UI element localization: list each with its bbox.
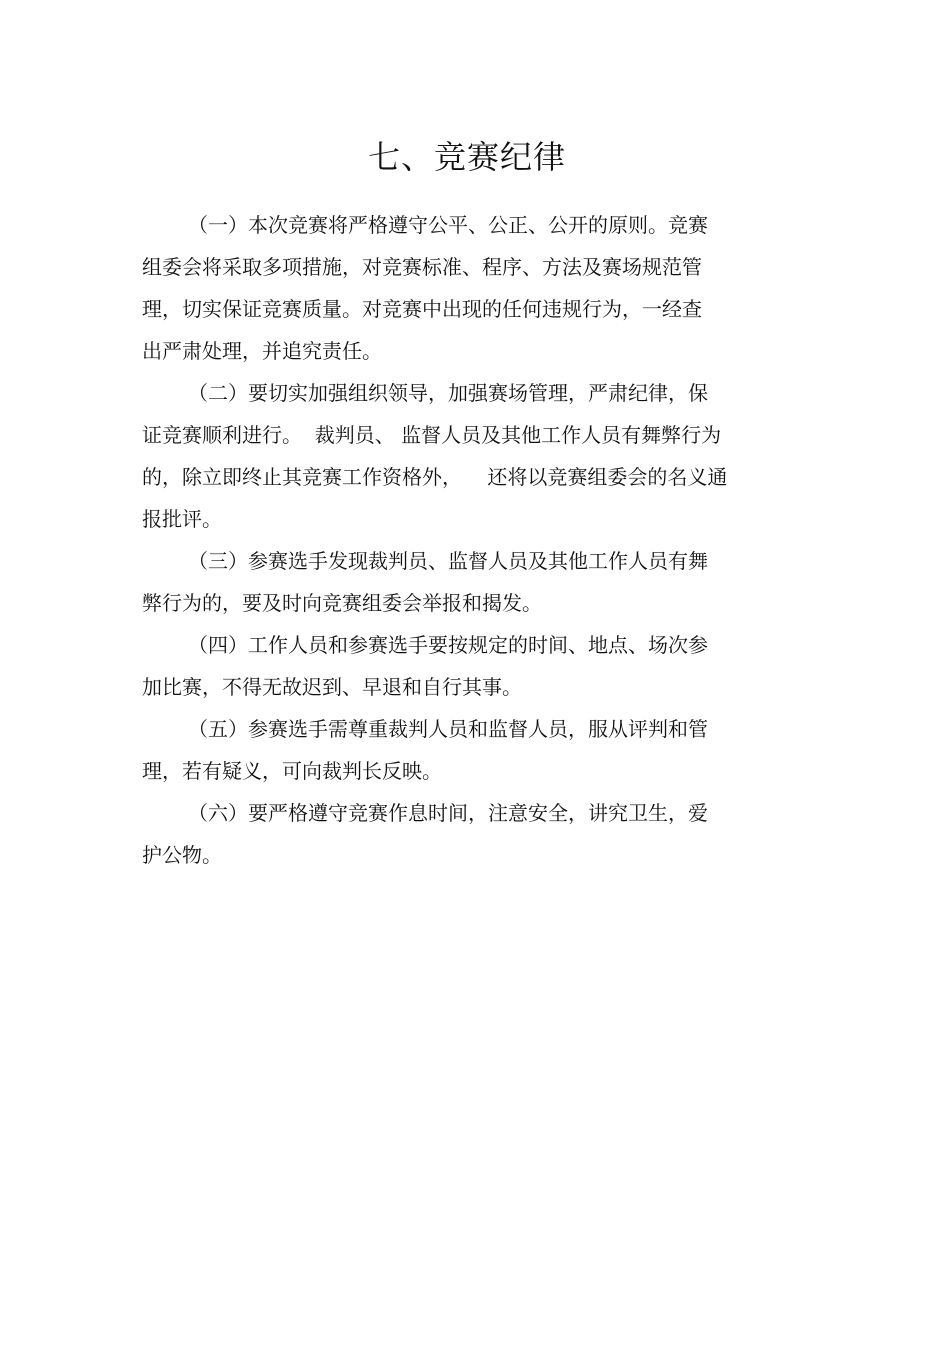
paragraph-line: 弊行为的，要及时向竞赛组委会举报和揭发。 [142, 591, 542, 615]
paragraph-line: 组委会将采取多项措施，对竞赛标准、程序、方法及赛场规范管 [142, 255, 702, 279]
document-body [142, 204, 782, 876]
paragraph-line: 加比赛，不得无故迟到、早退和自行其事。 [142, 675, 522, 699]
paragraph-line: 出严肃处理，并追究责任。 [142, 339, 382, 363]
page-title: 七、竞赛纪律 [367, 138, 566, 177]
paragraph-line: 理，若有疑义，可向裁判长反映。 [142, 759, 442, 783]
paragraph-line: 护公物。 [142, 843, 222, 867]
paragraph-line: （四）工作人员和参赛选手要按规定的时间、地点、场次参 [188, 633, 708, 657]
paragraph-line: 证竞赛顺利进行。 裁判员、 监督人员及其他工作人员有舞弊行为 [142, 423, 722, 447]
paragraph-line: （一）本次竞赛将严格遵守公平、公正、公开的原则。竞赛 [188, 213, 708, 237]
paragraph-line: 报批评。 [142, 507, 222, 531]
paragraph-line: （三）参赛选手发现裁判员、监督人员及其他工作人员有舞 [188, 549, 708, 573]
paragraph-line: （二）要切实加强组织领导，加强赛场管理，严肃纪律，保 [188, 381, 708, 405]
paragraph-line: 理，切实保证竞赛质量。对竞赛中出现的任何违规行为，一经查 [142, 297, 702, 321]
paragraph-line: （六）要严格遵守竞赛作息时间，注意安全，讲究卫生，爱 [188, 801, 708, 825]
paragraph-line: （五）参赛选手需尊重裁判人员和监督人员，服从评判和管 [188, 717, 708, 741]
paragraph-line: 的，除立即终止其竞赛工作资格外， 还将以竞赛组委会的名义通 [142, 465, 728, 489]
